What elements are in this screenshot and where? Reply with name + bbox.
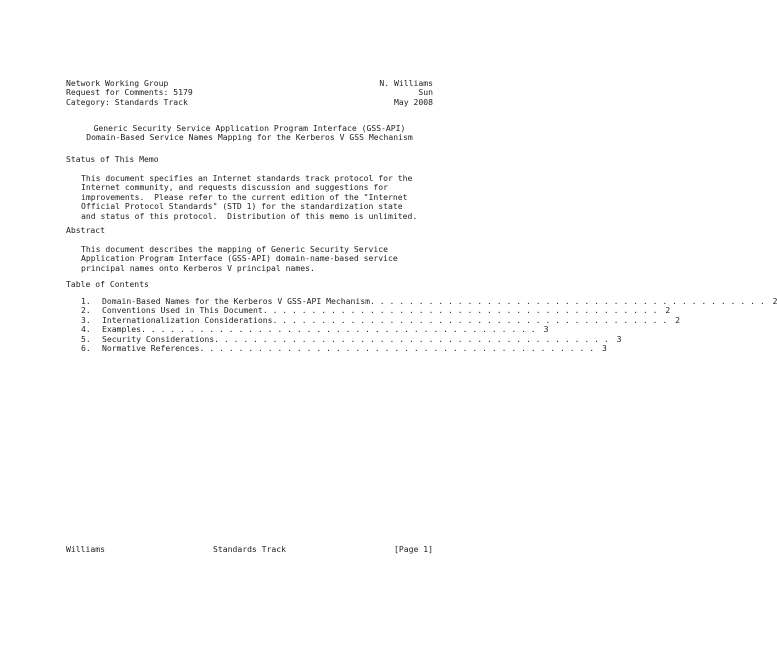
title-line-1: Generic Security Service Application Program Interface (GSS-API) (93, 123, 406, 133)
toc-entry-number: 2. (81, 305, 91, 316)
toc-entry-number: 4. (81, 324, 91, 335)
toc-entry-page: 2 (675, 314, 681, 325)
toc-entry[interactable] (81, 343, 607, 354)
toc-entry-title: Security Considerations (102, 333, 215, 344)
toc-entry-page: 2 (665, 305, 671, 316)
toc-leader-dots: . . . . . . . . . . . . . . . . . . . . . . . . . . . . . . . . . . . . . . . . . (262, 305, 663, 316)
status-line: improvements. Please refer to the current edition of the "Internet (81, 191, 408, 202)
status-line: This document specifies an Internet standards track protocol for the (81, 173, 413, 183)
toc-heading: Table of Contents (66, 279, 149, 289)
toc-entry-title: Examples (102, 324, 141, 335)
toc-entry-page: 3 (616, 333, 622, 344)
toc-entry-title: Domain-Based Names for the Kerberos V GSS-API Mechanism (102, 296, 371, 306)
toc-entry-page: 2 (772, 296, 777, 306)
toc-leader-dots: . . . . . . . . . . . . . . . . . . . . . . . . . . . . . . . . . . . . . . . . . (370, 296, 770, 306)
status-line: and status of this protocol. Distribution of this memo is unlimited. (81, 210, 418, 221)
toc-entry-number: 6. (81, 343, 91, 354)
status-paragraph (81, 174, 433, 221)
toc-entry-number: 3. (81, 314, 91, 325)
category: Category: Standards Track (66, 96, 188, 107)
toc-entry-title: Normative References (102, 343, 200, 354)
document-title (66, 124, 433, 143)
publication-date: May 2008 (394, 96, 433, 107)
toc-leader-dots: . . . . . . . . . . . . . . . . . . . . . . . . . . . . . . . . . . . . . . . . . (272, 314, 673, 325)
toc-leader-dots: . . . . . . . . . . . . . . . . . . . . . . . . . . . . . . . . . . . . . . . . . (140, 324, 541, 335)
abstract-paragraph (81, 245, 433, 273)
abstract-line: This document describes the mapping of Generic Security Service (81, 244, 388, 254)
header-row-3 (66, 98, 433, 107)
status-line: Official Protocol Standards" (STD 1) for the standardization state (81, 201, 403, 212)
toc-entry-number: 5. (81, 333, 91, 344)
toc-entry-number: 1. (81, 296, 91, 306)
footer-author: Williams (66, 544, 105, 554)
status-line: Internet community, and requests discussion and suggestions for (81, 182, 388, 193)
document-header (66, 79, 433, 107)
title-line-2: Domain-Based Service Names Mapping for the Kerberos V GSS Mechanism (86, 132, 413, 143)
page-footer (66, 545, 433, 554)
footer-page-number: [Page 1] (394, 544, 433, 554)
author-org: Sun (418, 87, 433, 98)
footer-category: Standards Track (212, 544, 287, 554)
toc-entry-title: Conventions Used in This Document (102, 305, 263, 316)
abstract-line: principal names onto Kerberos V principal names. (81, 262, 315, 273)
table-of-contents (81, 296, 777, 354)
working-group: Network Working Group (66, 78, 169, 88)
toc-entry-page: 3 (543, 324, 549, 335)
toc-leader-dots: . . . . . . . . . . . . . . . . . . . . . . . . . . . . . . . . . . . . . . . . . (214, 333, 614, 344)
abstract-heading: Abstract (66, 225, 105, 235)
author-name: N. Williams (379, 78, 433, 88)
toc-leader-dots: . . . . . . . . . . . . . . . . . . . . . . . . . . . . . . . . . . . . . . . . . (199, 343, 600, 354)
abstract-line: Application Program Interface (GSS-API) domain-name-based service (81, 253, 398, 264)
status-heading: Status of This Memo (66, 154, 159, 164)
toc-entry-page: 3 (602, 343, 607, 354)
toc-entry-title: Internationalization Considerations (102, 314, 273, 325)
rfc-number: Request for Comments: 5179 (66, 87, 193, 98)
